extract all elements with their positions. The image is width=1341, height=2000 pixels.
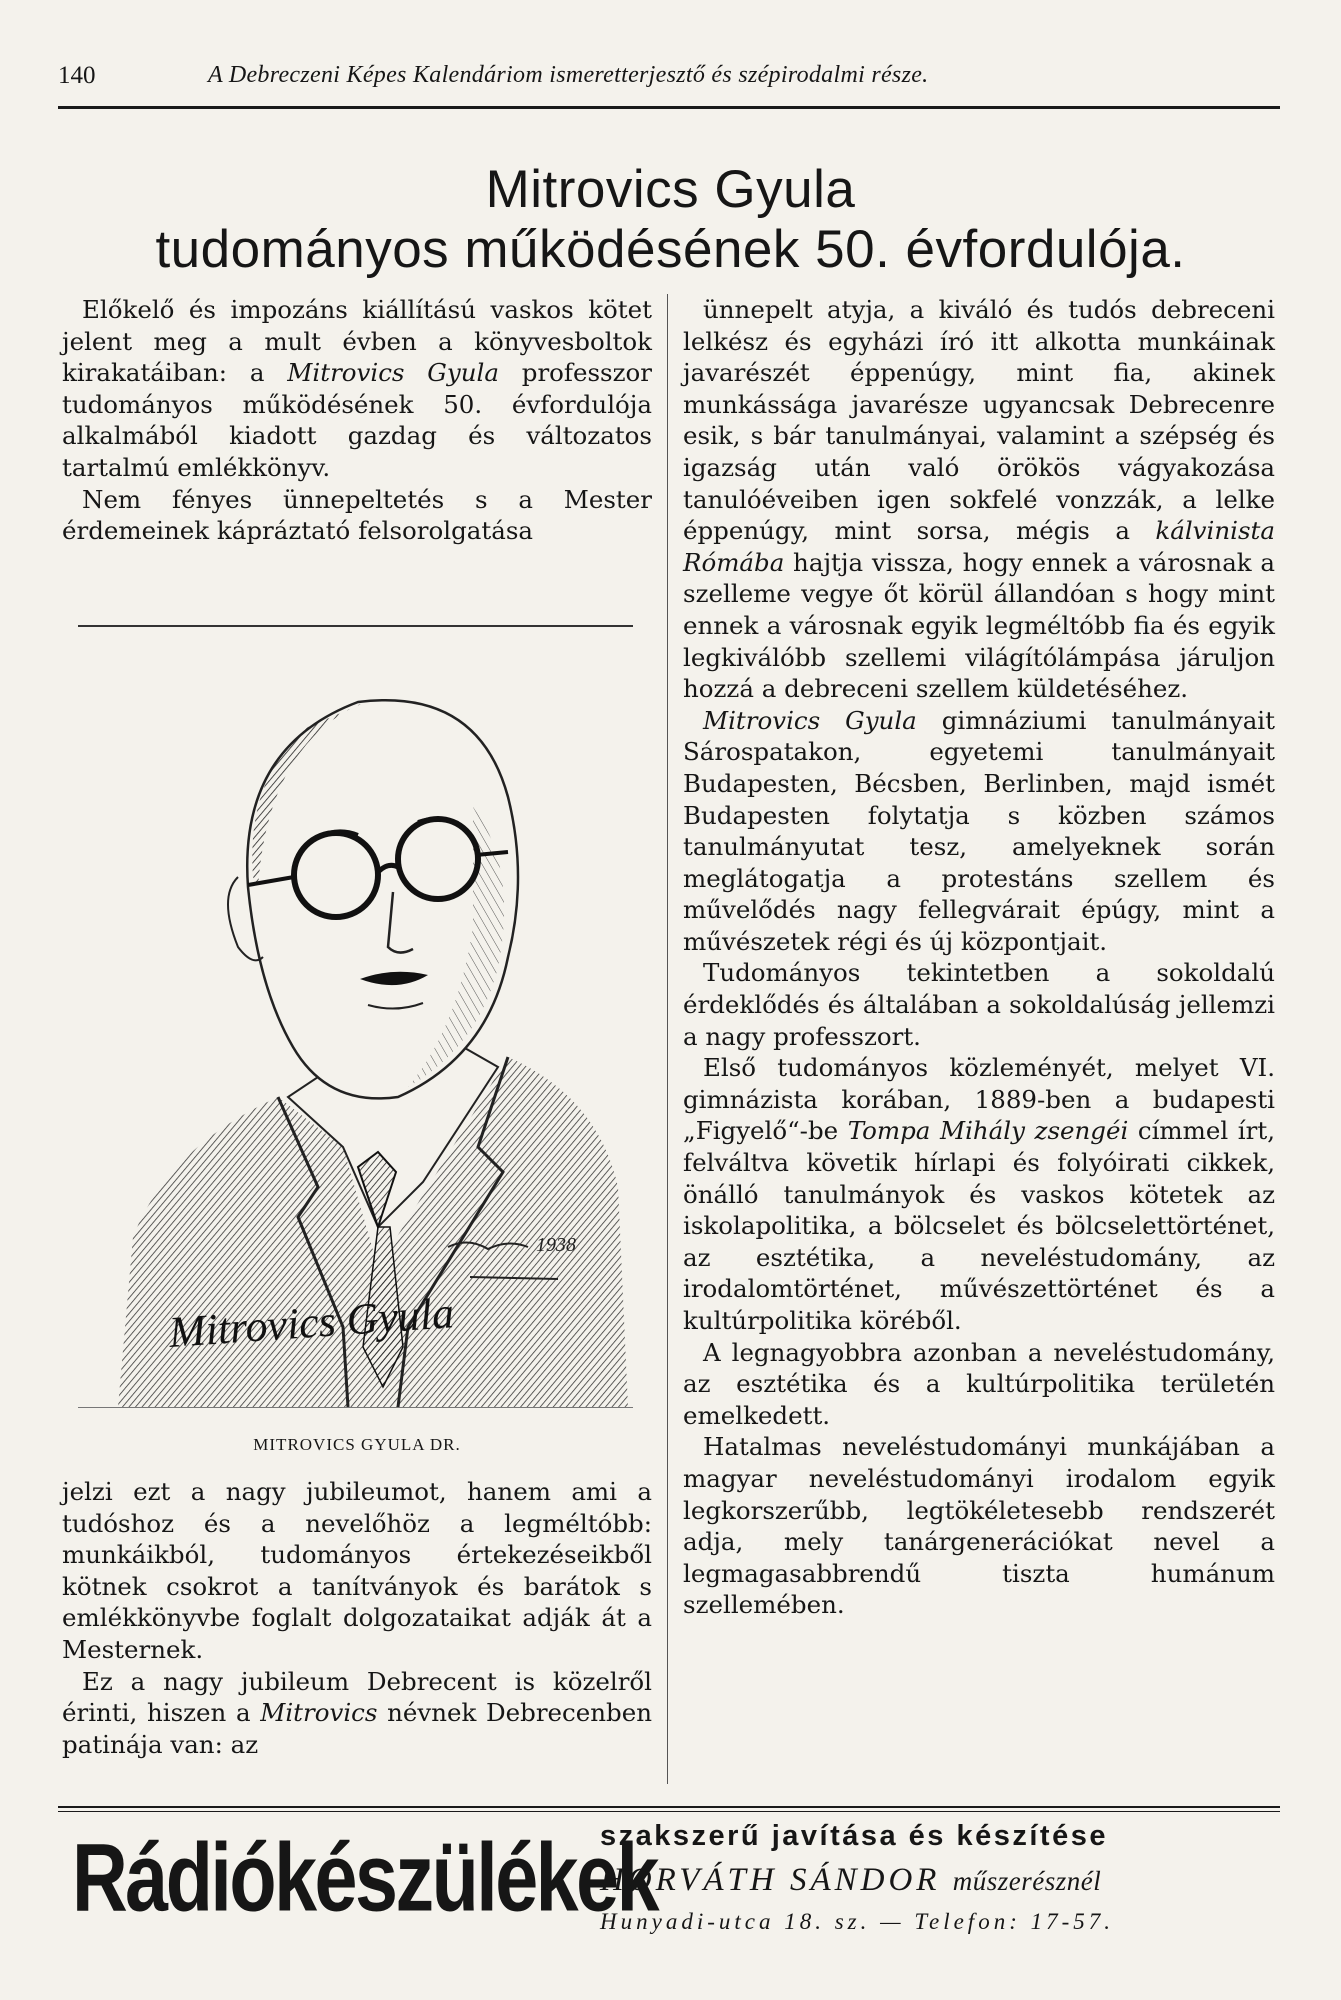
paragraph [683, 294, 1275, 705]
ad-divider [58, 1806, 1280, 1808]
paragraph-text: névnek Debrecenben patinája van: az [62, 1698, 653, 1759]
ad-divider-thin [58, 1811, 1280, 1812]
paragraph [683, 1337, 1275, 1432]
running-head [58, 62, 1280, 109]
paragraph-text: Első tudományos közleményét, melyet VI. gimnázista korában, 1889-ben a budapesti „Figyelő“-be [683, 1053, 1275, 1146]
emphasis-text: Tompa Mihály zsengéi [847, 1116, 1129, 1146]
paragraph [683, 1052, 1275, 1336]
portrait-caption: MITROVICS GYULA DR. [253, 1435, 461, 1454]
paragraph [683, 1431, 1275, 1621]
handwritten-signature: Mitrovics Gyula [167, 1288, 456, 1357]
artist-mark: 1938 [536, 1234, 576, 1256]
paragraph [683, 957, 1275, 1052]
emphasis-text: Mitrovics Gyula [287, 358, 499, 388]
paragraph-text: A legnagyobbra azonban a neveléstudomány, az esztétika és a kultúrpolitika területén emelkedett. [683, 1337, 1275, 1430]
column-divider [667, 294, 668, 1784]
article-title-line2: tudományos működésének 50. évfordulója. [155, 220, 1186, 279]
emphasis-text: Mitrovics Gyula [703, 705, 917, 735]
paragraph-text: Tudományos tekintetben a sokoldalú érdeklődés és általában a sokoldalúság jellemzi a nagy professzort. [683, 958, 1275, 1051]
paragraph-text: Előkelő és impozáns kiállítású vaskos kötet jelent meg a mult évben a könyvesboltok kirakatáiban: a [62, 295, 652, 388]
paragraph [62, 484, 652, 547]
ad-address: Hunyadi-utca 18. sz. — Telefon: 17-57. [600, 1909, 1115, 1934]
page-number: 140 [58, 62, 96, 89]
ad-business-name: HORVÁTH SÁNDOR [600, 1862, 941, 1898]
paragraph [62, 1666, 652, 1761]
left-column-bottom [62, 1476, 652, 1760]
paragraph-text: Nem fényes ünnepeltetés s a Mester érdemeinek kápráztató felsorolgatása [62, 484, 652, 546]
paragraph-text: Ez a nagy jubileum Debrecent is közelről érinti, hiszen a [62, 1666, 652, 1728]
emphasis-text: kálvinista Rómába [683, 516, 1275, 577]
ad-service-line: szakszerű javítása és készítése [600, 1820, 1108, 1852]
paragraph-text: hajtja vissza, hogy ennek a városnak a szelleme vegye őt körül állandóan s hogy mint ennek a városnak egyik legméltóbb fia és egyik legkiválóbb szellemi világítólámpása járuljon hozzá a debreceni szellem küldetéséhez. [683, 547, 1275, 704]
paragraph [62, 294, 652, 484]
paragraph [62, 1476, 652, 1666]
paragraph-text: címmel írt, felváltva követik hírlapi és folyóirati cikkek, önálló tanulmányok és vaskos kötetek az iskolapolitika, a bölcselet és bölcselettörténet, az esztétika, a neveléstudomány, az irodalomtörténet, művészettörténet és a kultúrpolitika köréből. [683, 1116, 1275, 1335]
portrait-illustration [78, 625, 633, 1408]
ad-name-line [600, 1862, 1101, 1899]
left-column-top [62, 294, 652, 547]
paragraph-text: Hatalmas neveléstudományi munkájában a magyar neveléstudományi irodalom egyik legkorszerűbb, legtökéletesebb rendszerét adja, mely tanárgenerációkat nevel a legmagasabbrendű tiszta humánum szellemében. [683, 1432, 1275, 1620]
ad-trade: műszerésznél [952, 1866, 1102, 1896]
paragraph [683, 705, 1275, 958]
article-title-line1: Mitrovics Gyula [485, 160, 856, 219]
paragraph-text: ünnepelt atyja, a kiváló és tudós debreceni lelkész és egyházi író itt alkotta munkáinak javarészét éppenúgy, mint fia, akinek munkássága javarésze ugyancsak Debrecenre esik, s bár tanulmányai, valamint a szépség és igazság után való örökös vágyakozása tanulóéveiben igen sokfelé vonzzák, a lelke éppenúgy, mint sorsa, mégis a [683, 295, 1275, 546]
right-column [683, 294, 1275, 1621]
paragraph-text: professzor tudományos működésének 50. évfordulója alkalmából kiadott gazdag és változatos tartalmú emlékkönyv. [62, 358, 652, 482]
paragraph-text: jelzi ezt a nagy jubileumot, hanem ami a tudóshoz és a nevelőhöz a legméltóbb: munkáikból, tudományos értekezéseikből kötnek csokrot a tanítványok és barátok s emlékkönyvbe foglalt dolgozataikat adják át a Mesternek. [62, 1477, 652, 1664]
portrait-drawing [78, 627, 633, 1407]
running-title: A Debreczeni Képes Kalendáriom ismeretterjesztő és szépirodalmi része. [208, 62, 929, 88]
emphasis-text: Mitrovics [260, 1698, 378, 1728]
ad-headline: Rádiókészülékek [72, 1824, 658, 1932]
paragraph-text: gimnáziumi tanulmányait Sárospatakon, egyetemi tanulmányait Budapesten, Bécsben, Berlinben, majd ismét Budapesten folytatja s közben számos tanulmányutat tesz, amelyeknek során meglátogatja a protestáns szellem és művelődés nagy fellegvárait épúgy, mint a művészetek régi és új központjait. [683, 705, 1275, 956]
